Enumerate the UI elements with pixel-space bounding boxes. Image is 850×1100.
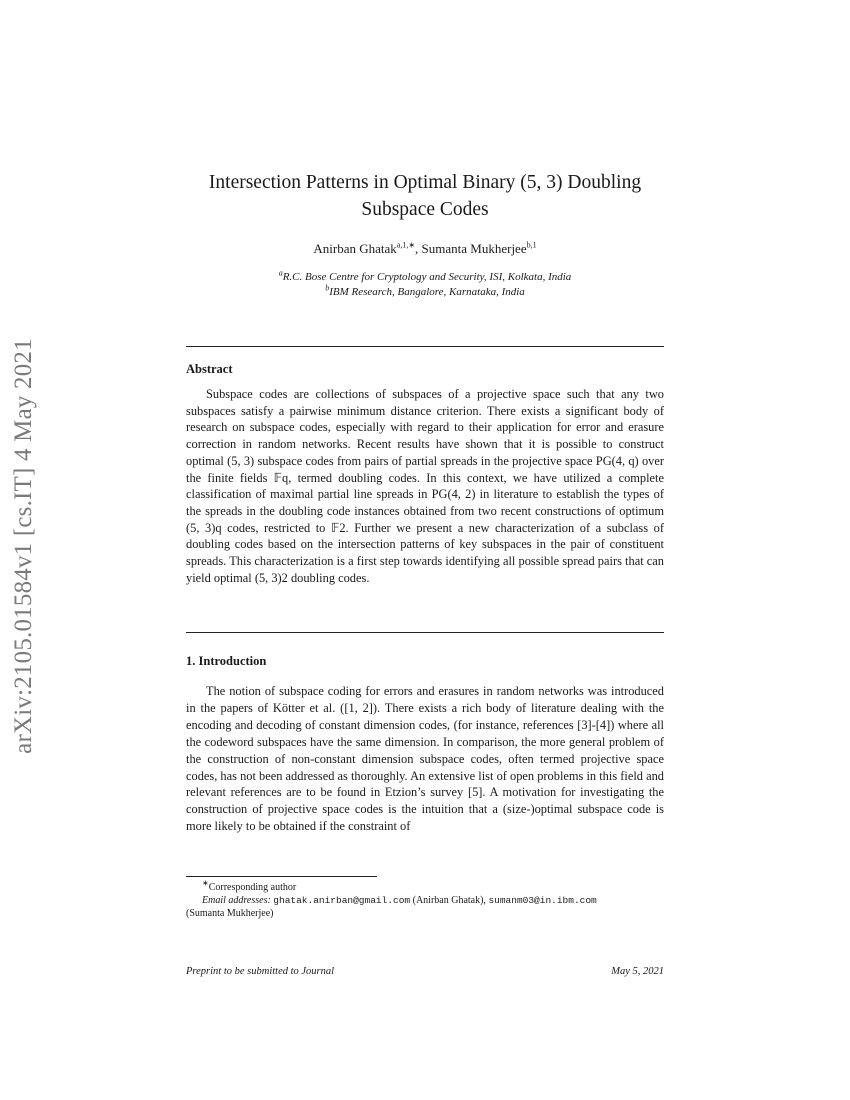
affiliation-a — [170, 270, 680, 285]
author-2-name: Sumanta Mukherjee — [421, 241, 527, 256]
footnote-emails — [186, 894, 666, 907]
author-list — [170, 241, 680, 257]
abstract-paragraph: Subspace codes are collections of subspaces of a projective space such that any two subspaces satisfy a pairwise minimum distance criterion. There exists a significant body of research on subspace codes, especially with regard to their application for error and erasure correction in random networks. Recent results have shown that it is possible to construct optimal (5, 3) subspace codes from pairs of partial spreads in the projective space PG(4, q) over the finite fields 𝔽q, termed doubling codes. In this context, we have utilized a complete classification of maximal partial line spreads in PG(4, 2) in literature to establish the types of the spreads in the doubling code instances obtained from two recent constructions of optimum (5, 3)q codes, restricted to 𝔽2. Further we present a new characterization of a subclass of doubling codes based on the intersection patterns of key subspaces in the pair of constituent spreads. This characterization is a first step towards identifying all possible spread pairs that can yield optimal (5, 3)2 doubling codes. — [186, 387, 664, 585]
abstract-top-rule — [186, 346, 664, 347]
paper-title — [170, 169, 680, 223]
footer-date: May 5, 2021 — [611, 966, 664, 977]
email-1-owner: (Anirban Ghatak), — [412, 895, 486, 906]
footnote-rule — [186, 876, 377, 877]
author-1-name: Anirban Ghatak — [313, 241, 397, 256]
email-2-owner: (Sumanta Mukherjee) — [186, 908, 274, 919]
arxiv-stamp-text: arXiv:2105.01584v1 [cs.IT] 4 May 2021 — [10, 338, 38, 754]
title-line-2: Subspace Codes — [361, 199, 489, 220]
affiliation-b-mark: b — [325, 283, 330, 293]
affiliation-b-text: IBM Research, Bangalore, Karnataka, India — [329, 286, 525, 298]
affiliation-b — [170, 285, 680, 300]
section-heading-introduction: 1. Introduction — [186, 654, 267, 668]
arxiv-stamp — [2, 312, 46, 780]
author-separator: , — [415, 241, 422, 256]
footer-preprint-note: Preprint to be submitted to Journal — [186, 966, 335, 977]
corresponding-mark: ∗ — [202, 878, 209, 888]
author-2-marks: b,1 — [526, 240, 537, 250]
author-1-marks: a,1,∗ — [396, 240, 416, 250]
corresponding-text: Corresponding author — [208, 882, 297, 893]
abstract-body — [186, 386, 664, 586]
affiliations — [170, 270, 680, 300]
introduction-paragraph: The notion of subspace coding for errors and erasures in random networks was introduced in the papers of Kötter et al. ([1, 2]). There exists a rich body of literature dealing with the encoding and decoding of constant dimension codes, (for instance, references [3]-[4]) where all the codeword subspaces have the same dimension. In comparison, the more general problem of the construction of non-constant dimension subspace codes, often termed projective space codes, has not been addressed as thoroughly. An extensive list of open problems in this field and relevant references are to be found in Etzion’s survey [5]. A motivation for investigating the construction of projective space codes is the intuition that a (size-)optimal subspace code is more likely to be obtained if the constraint of — [186, 684, 664, 834]
email-link-1[interactable]: ghatak.anirban@gmail.com — [273, 895, 411, 906]
abstract-heading: Abstract — [186, 362, 233, 376]
affiliation-a-text: R.C. Bose Centre for Cryptology and Security, ISI, Kolkata, India — [282, 271, 572, 283]
introduction-body — [186, 683, 664, 835]
affiliation-a-mark: a — [278, 268, 283, 278]
title-line-1: Intersection Patterns in Optimal Binary (5, 3) Doubling — [208, 172, 642, 193]
email-label: Email addresses: — [202, 895, 271, 906]
footnotes — [186, 878, 666, 920]
footnote-corresponding — [186, 878, 666, 894]
abstract-bottom-rule — [186, 632, 664, 633]
email-link-2[interactable]: sumanm03@in.ibm.com — [488, 895, 597, 906]
